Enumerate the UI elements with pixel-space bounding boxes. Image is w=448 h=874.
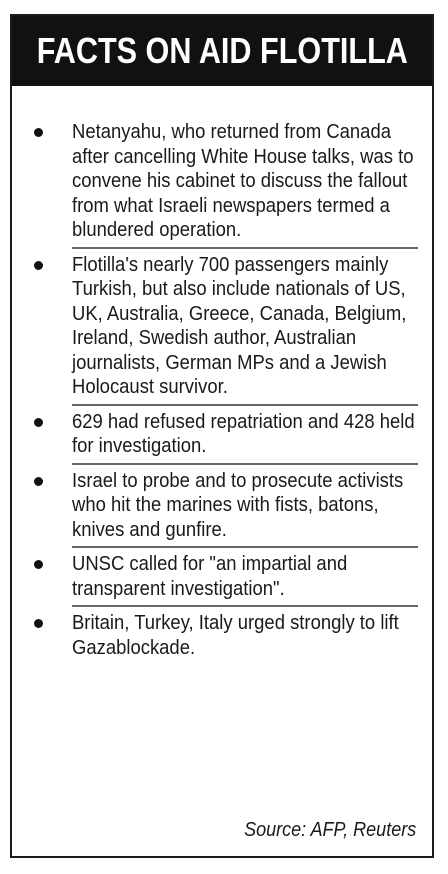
list-item-text: 629 had refused repatriation and 428 held for investigation.	[72, 409, 415, 457]
facts-list	[12, 120, 432, 668]
title-container	[12, 16, 432, 86]
source-text: Source: AFP, Reuters	[243, 819, 416, 841]
list-item-text: Britain, Turkey, Italy urged strongly to lift Gazablockade.	[72, 611, 399, 659]
bullet-icon	[34, 619, 43, 628]
list-item	[72, 410, 418, 465]
bullet-icon	[34, 560, 43, 569]
bullet-icon	[34, 128, 43, 137]
source-credit	[225, 819, 416, 842]
title: FACTS ON AID FLOTILLA	[36, 30, 408, 71]
bullet-icon	[34, 477, 43, 486]
factbox	[10, 14, 434, 858]
list-item	[72, 469, 418, 549]
list-item-text: UNSC called for "an impartial and transparent investigation".	[72, 552, 348, 600]
bullet-icon	[34, 418, 43, 427]
bullet-icon	[34, 261, 43, 270]
list-item-text: Israel to probe and to prosecute activists who hit the marines with fists, batons, knives and gunfire.	[72, 468, 404, 541]
list-item	[72, 552, 418, 607]
list-item-text: Netanyahu, who returned from Canada after cancelling White House talks, was to convene his cabinet to discuss the fallout from what Israeli newspapers termed a blundered operation.	[72, 120, 414, 241]
list-item	[72, 253, 418, 406]
list-item	[72, 611, 418, 664]
list-item-text: Flotilla's nearly 700 passengers mainly Turkish, but also include nationals of US, UK, Australia, Greece, Canada, Belgium, Ireland, Swedish author, Australian journalists, German MPs and a Jewish Holocaust survivor.	[72, 252, 407, 398]
list-item	[72, 120, 418, 249]
